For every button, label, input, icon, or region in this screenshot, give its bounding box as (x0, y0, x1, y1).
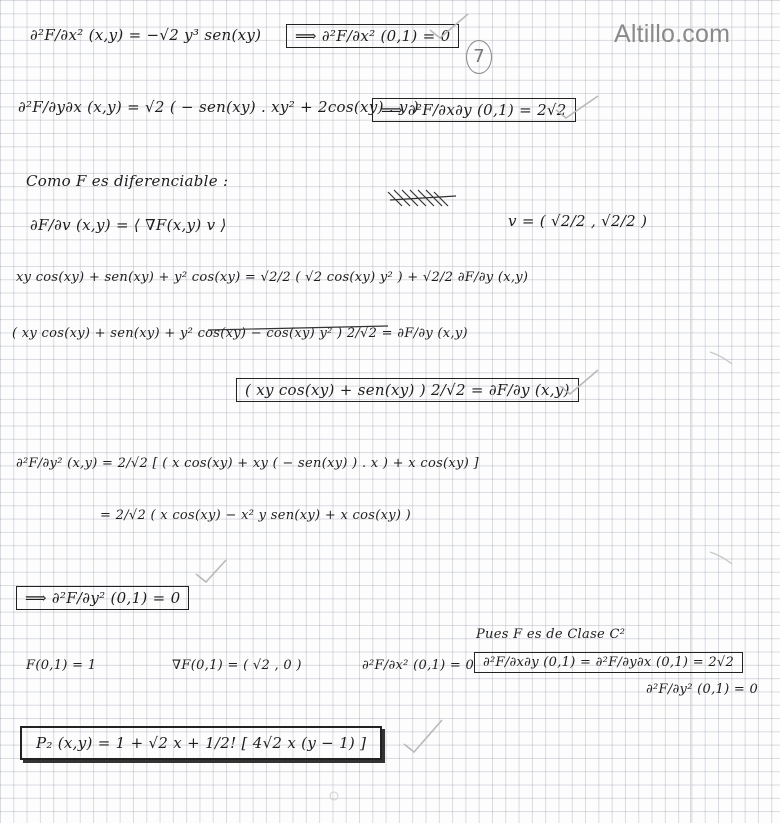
eq-fxy-at-point: ⟹ ∂²F/∂x∂y (0,1) = 2√2 (372, 98, 576, 122)
value-fxx-at-point: ∂²F/∂x² (0,1) = 0 (362, 658, 475, 673)
eq-fxx-at-point: ⟹ ∂²F/∂x² (0,1) = 0 (286, 24, 459, 48)
page-number: 7 (466, 40, 492, 74)
page-tick-icon (710, 352, 732, 364)
eq-fyy-at-point: ⟹ ∂²F/∂y² (0,1) = 0 (16, 586, 189, 610)
eq-gradient-expansion: xy cos(xy) + sen(xy) + y² cos(xy) = √2/2 ( √2 cos(xy) y² ) + √2/2 ∂F/∂y (x,y) (16, 270, 529, 285)
value-mixed-at-point: ∂²F/∂x∂y (0,1) = ∂²F/∂y∂x (0,1) = 2√2 (474, 652, 743, 673)
eq-direction-vector: v = ( √2/2 , √2/2 ) (508, 212, 648, 230)
value-gradient-at-point: ∇F(0,1) = ( √2 , 0 ) (172, 658, 302, 673)
eq-fyy-simplified: = 2/√2 ( x cos(xy) − x² y sen(xy) + x cos(xy) ) (100, 508, 412, 523)
eq-fyx: ∂²F/∂y∂x (x,y) = √2 ( − sen(xy) . xy² + 2cos(xy) . y ) (18, 98, 419, 116)
statement-differentiable: Como F es diferenciable : (26, 172, 229, 190)
value-f-at-point: F(0,1) = 1 (26, 658, 97, 673)
page-tick-icon (710, 552, 732, 564)
watermark: Altillo.com (614, 20, 731, 48)
eq-solve-fy: ( xy cos(xy) + sen(xy) + y² cos(xy) − cos(xy) y² ) 2/√2 = ∂F/∂y (x,y) (12, 326, 468, 341)
eq-fyy: ∂²F/∂y² (x,y) = 2/√2 [ ( x cos(xy) + xy ( − sen(xy) ) . x ) + x cos(xy) ] (16, 456, 479, 471)
eq-fy-result: ( xy cos(xy) + sen(xy) ) 2/√2 = ∂F/∂y (x,y) (236, 378, 579, 402)
eq-directional-derivative: ∂F/∂v (x,y) = ⟨ ∇F(x,y) v ⟩ (30, 216, 227, 234)
value-fyy-at-point: ∂²F/∂y² (0,1) = 0 (646, 682, 759, 697)
eq-fxx: ∂²F/∂x² (x,y) = −√2 y³ sen(xy) (30, 26, 262, 44)
note-class-c2: Pues F es de Clase C² (476, 627, 626, 642)
taylor-polynomial-result: P₂ (x,y) = 1 + √2 x + 1/2! [ 4√2 x (y − 1) ] (20, 726, 382, 760)
